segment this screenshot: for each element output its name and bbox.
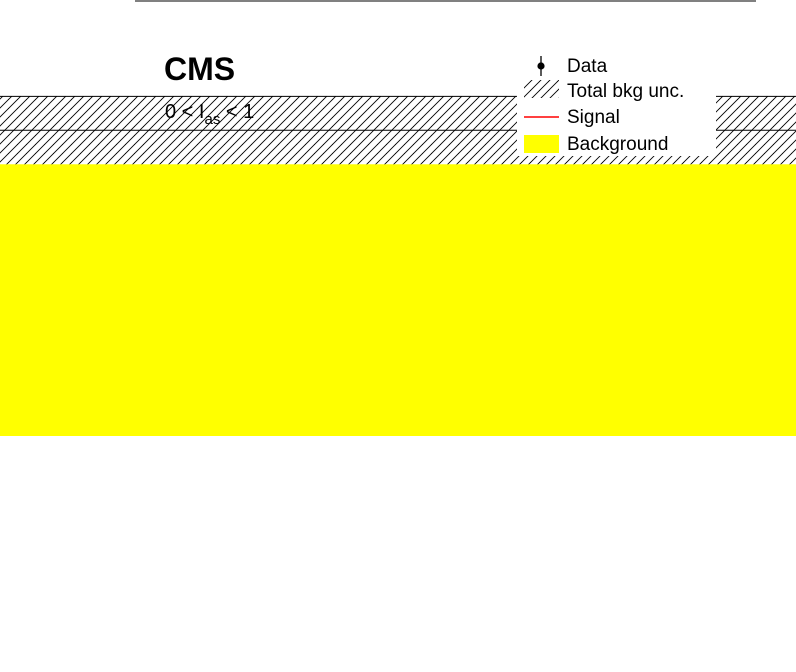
- legend-entry-background: [524, 134, 668, 155]
- selection-suffix: < 1: [220, 101, 255, 123]
- background-swatch-icon: [524, 135, 559, 153]
- selection-subscript: as: [204, 111, 221, 128]
- legend-label-unc: Total bkg unc.: [567, 81, 685, 102]
- data-marker-icon: [537, 62, 544, 69]
- background-fill: [0, 164, 796, 436]
- legend-label-signal: Signal: [567, 107, 620, 128]
- legend-label-background: Background: [567, 134, 669, 155]
- hatch-swatch-icon: [524, 80, 559, 98]
- legend-label-data: Data: [567, 56, 608, 77]
- selection-prefix: 0 < I: [165, 101, 205, 123]
- cms-label: CMS: [164, 51, 236, 87]
- legend: [517, 53, 716, 156]
